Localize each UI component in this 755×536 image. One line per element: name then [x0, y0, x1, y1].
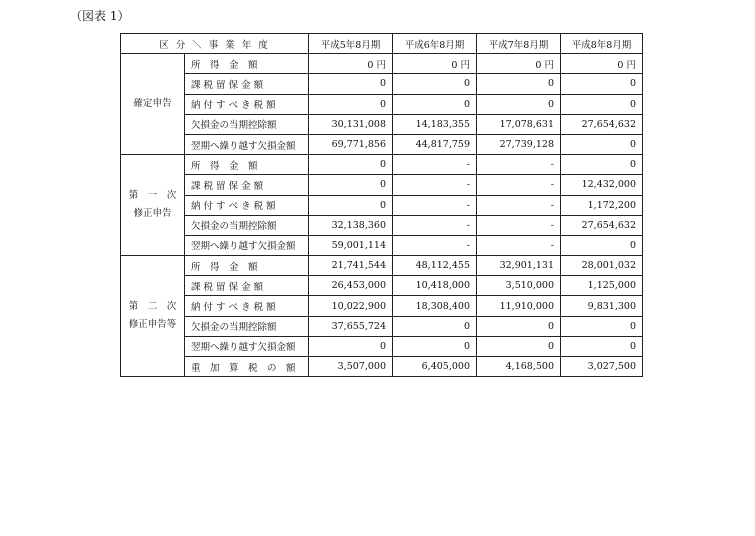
- header-row: [121, 34, 643, 54]
- amount-cell: -: [477, 215, 561, 235]
- amount-cell: 0: [561, 134, 643, 154]
- amount-cell: 11,910,000: [477, 296, 561, 316]
- amount-cell: 0: [309, 94, 393, 114]
- filing-category-label: [121, 256, 185, 377]
- table-row: [121, 54, 643, 74]
- amount-cell: 69,771,856: [309, 134, 393, 154]
- amount-cell: 0: [561, 235, 643, 255]
- amount-cell: 3,027,500: [561, 357, 643, 377]
- table-row: [121, 175, 643, 195]
- amount-cell: 0: [393, 316, 477, 336]
- line-item-label: 納 付 す べ き 税 額: [185, 94, 309, 114]
- period-header: 平成5年8月期: [309, 34, 393, 54]
- line-item-label: 所 得 金 額: [185, 256, 309, 276]
- line-item-label: 翌期へ繰り越す欠損金額: [185, 235, 309, 255]
- amount-cell: 27,654,632: [561, 215, 643, 235]
- amount-cell: 4,168,500: [477, 357, 561, 377]
- amount-cell: 12,432,000: [561, 175, 643, 195]
- table-row: [121, 235, 643, 255]
- amount-cell: 0: [309, 74, 393, 94]
- line-item-label: 翌期へ繰り越す欠損金額: [185, 134, 309, 154]
- filing-category-label: [121, 155, 185, 256]
- amount-cell: 0 円: [477, 54, 561, 74]
- amount-cell: 28,001,032: [561, 256, 643, 276]
- table-row: [121, 195, 643, 215]
- amount-cell: 17,078,631: [477, 114, 561, 134]
- amount-cell: 0: [393, 336, 477, 356]
- amount-cell: 32,901,131: [477, 256, 561, 276]
- amount-cell: 32,138,360: [309, 215, 393, 235]
- amount-cell: 0 円: [393, 54, 477, 74]
- amount-cell: -: [477, 195, 561, 215]
- amount-cell: 0: [561, 94, 643, 114]
- amount-cell: -: [393, 175, 477, 195]
- amount-cell: -: [393, 235, 477, 255]
- table-row: [121, 114, 643, 134]
- line-item-label: 課 税 留 保 金 額: [185, 74, 309, 94]
- table-row: [121, 276, 643, 296]
- amount-cell: -: [393, 155, 477, 175]
- amount-cell: 30,131,008: [309, 114, 393, 134]
- amount-cell: 0: [309, 155, 393, 175]
- filing-category-line: 修正申告等: [128, 319, 177, 331]
- table-row: [121, 357, 643, 377]
- amount-cell: 10,418,000: [393, 276, 477, 296]
- table-row: [121, 215, 643, 235]
- filing-category-line: 修正申告: [133, 208, 172, 220]
- tax-return-table: [120, 33, 643, 377]
- amount-cell: 0: [393, 74, 477, 94]
- line-item-label: 欠損金の当期控除額: [185, 215, 309, 235]
- table-row: [121, 296, 643, 316]
- table-row: [121, 94, 643, 114]
- amount-cell: 9,831,300: [561, 296, 643, 316]
- corner-header: 区 分 ＼ 事 業 年 度: [121, 34, 309, 54]
- amount-cell: -: [393, 195, 477, 215]
- amount-cell: -: [393, 215, 477, 235]
- amount-cell: 37,655,724: [309, 316, 393, 336]
- amount-cell: -: [477, 175, 561, 195]
- amount-cell: 14,183,355: [393, 114, 477, 134]
- table-row: [121, 316, 643, 336]
- amount-cell: 6,405,000: [393, 357, 477, 377]
- amount-cell: 1,172,200: [561, 195, 643, 215]
- amount-cell: 0: [477, 74, 561, 94]
- amount-cell: -: [477, 155, 561, 175]
- amount-cell: 59,001,114: [309, 235, 393, 255]
- amount-cell: 3,507,000: [309, 357, 393, 377]
- amount-cell: 27,739,128: [477, 134, 561, 154]
- amount-cell: 0 円: [561, 54, 643, 74]
- period-header: 平成7年8月期: [477, 34, 561, 54]
- filing-category-line: 第 一 次: [128, 190, 177, 202]
- table-row: [121, 134, 643, 154]
- amount-cell: 0: [393, 94, 477, 114]
- amount-cell: 0: [561, 316, 643, 336]
- amount-cell: 0: [561, 74, 643, 94]
- amount-cell: 26,453,000: [309, 276, 393, 296]
- amount-cell: 0 円: [309, 54, 393, 74]
- amount-cell: 21,741,544: [309, 256, 393, 276]
- line-item-label: 重 加 算 税 の 額: [185, 357, 309, 377]
- table-row: [121, 74, 643, 94]
- amount-cell: 0: [561, 336, 643, 356]
- amount-cell: 0: [309, 195, 393, 215]
- amount-cell: 0: [477, 316, 561, 336]
- period-header: 平成6年8月期: [393, 34, 477, 54]
- line-item-label: 所 得 金 額: [185, 54, 309, 74]
- line-item-label: 欠損金の当期控除額: [185, 316, 309, 336]
- amount-cell: 1,125,000: [561, 276, 643, 296]
- table-row: [121, 256, 643, 276]
- line-item-label: 納 付 す べ き 税 額: [185, 296, 309, 316]
- figure-caption: （図表 1）: [70, 9, 130, 23]
- amount-cell: 18,308,400: [393, 296, 477, 316]
- amount-cell: 0: [309, 175, 393, 195]
- amount-cell: 27,654,632: [561, 114, 643, 134]
- line-item-label: 翌期へ繰り越す欠損金額: [185, 336, 309, 356]
- amount-cell: 44,817,759: [393, 134, 477, 154]
- amount-cell: 0: [477, 94, 561, 114]
- amount-cell: 0: [561, 155, 643, 175]
- amount-cell: 48,112,455: [393, 256, 477, 276]
- amount-cell: 0: [309, 336, 393, 356]
- amount-cell: -: [477, 235, 561, 255]
- amount-cell: 3,510,000: [477, 276, 561, 296]
- period-header: 平成8年8月期: [561, 34, 643, 54]
- amount-cell: 10,022,900: [309, 296, 393, 316]
- table-row: [121, 336, 643, 356]
- filing-category-label: [121, 54, 185, 155]
- table-row: [121, 155, 643, 175]
- line-item-label: 課 税 留 保 金 額: [185, 175, 309, 195]
- filing-category-line: 確定申告: [133, 98, 172, 110]
- filing-category-line: 第 二 次: [128, 301, 177, 313]
- line-item-label: 所 得 金 額: [185, 155, 309, 175]
- line-item-label: 欠損金の当期控除額: [185, 114, 309, 134]
- line-item-label: 納 付 す べ き 税 額: [185, 195, 309, 215]
- amount-cell: 0: [477, 336, 561, 356]
- line-item-label: 課 税 留 保 金 額: [185, 276, 309, 296]
